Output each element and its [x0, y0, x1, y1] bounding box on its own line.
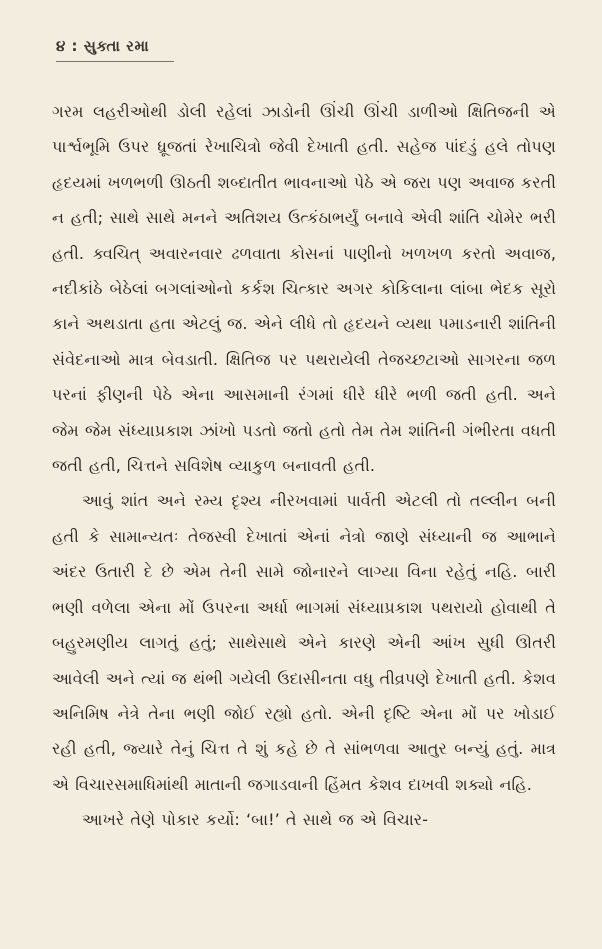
page-number-and-title: ૪ : સુક્તા રમા: [56, 37, 150, 55]
header-underline: [56, 58, 174, 62]
paragraph-3: આખરે તેણે પોકાર કર્યો: ‘બા!’ તે સાથે જ એ વિચાર-: [82, 810, 428, 830]
paragraph-2: આવું શાંત અને રમ્ય દૃશ્ય નીરખવામાં પાર્વતી એટલી તો તલ્લીન બની હતી કે સામાન્યતઃ તેજસ્વી દેખાતાં એનાં નેત્રો જાણે સંધ્યાની જ આભાને અંદર ઉતારી દે છે એમ તેની સામે જોનારને લાગ્યા વિના રહેતું નહિ. બારી ભણી વળેલા એના મોં ઉપરના અર્ધા ભાગમાં સંધ્યાપ્રકાશ પથરાયો હોવાથી તે બહુરમણીય લાગતું હતું; સાથેસાથે એને કારણે એની આંખ સુધી ઊતરી આવેલી અને ત્યાં જ થંભી ગયેલી ઉદાસીનતા વધુ તીવ્રપણે દેખાતી હતી. કેશવ અનિમિષ નેત્રે તેના ભણી જોઈ રહ્યો હતો. એની દૃષ્ટિ એના મોં પર ખોડાઈ રહી હતી, જ્યારે તેનું ચિત્ત તે શું કહે છે તે સાંભળવા આતુર બન્યું હતું. માત્ર એ વિચારસમાધિમાંથી માતાની જગાડવાની હિંમત કેશવ દાખવી શક્યો નહિ.: [52, 491, 556, 794]
body-text: [52, 94, 556, 838]
running-header: [52, 36, 556, 62]
paragraph-1: ગરમ લહરીઓથી ડોલી રહેલાં ઝાડોની ઊંચી ઊંચી ડાળીઓ ક્ષિતિજની એ પાર્શ્વભૂમિ ઉપર ધ્રૂજતાં રેખાચિત્રો જેવી દેખાતી હતી. સહેજ પાંદડું હલે તોપણ હૃદયમાં ખળભળી ઊઠતી શબ્દાતીત ભાવનાઓ પેઠે એ જરા પણ અવાજ કરતી ન હતી; સાથે સાથે મનને અતિશય ઉત્કંઠાભર્યું બનાવે એવી શાંતિ ચોમેર ભરી હતી. ક્વચિત્ અવારનવાર ઢળવાતા કોસનાં પાણીનો ખળખળ કરતો અવાજ, નદીકાંઠે બેઠેલાં બગલાંઓનો કર્કશ ચિત્કાર અગર કોકિલાના લાંબા ભેદક સૂરો કાને અથડાતા હતા એટલું જ. એને લીધે તો હૃદયને વ્યથા પમાડનારી શાંતિની સંવેદનાઓ માત્ર બેવડાતી. ક્ષિતિજ પર પથરાયેલી તેજચ્છટાઓ સાગરના જળ પરનાં ફીણની પેઠે એના આસમાની રંગમાં ધીરે ધીરે ભળી જતી હતી. અને જેમ જેમ સંધ્યાપ્રકાશ ઝાંખો પડતો જતો હતો તેમ તેમ શાંતિની ગંભીરતા વધતી જતી હતી, ચિત્તને સવિશેષ વ્યાકુળ બનાવતી હતી.: [52, 102, 556, 476]
